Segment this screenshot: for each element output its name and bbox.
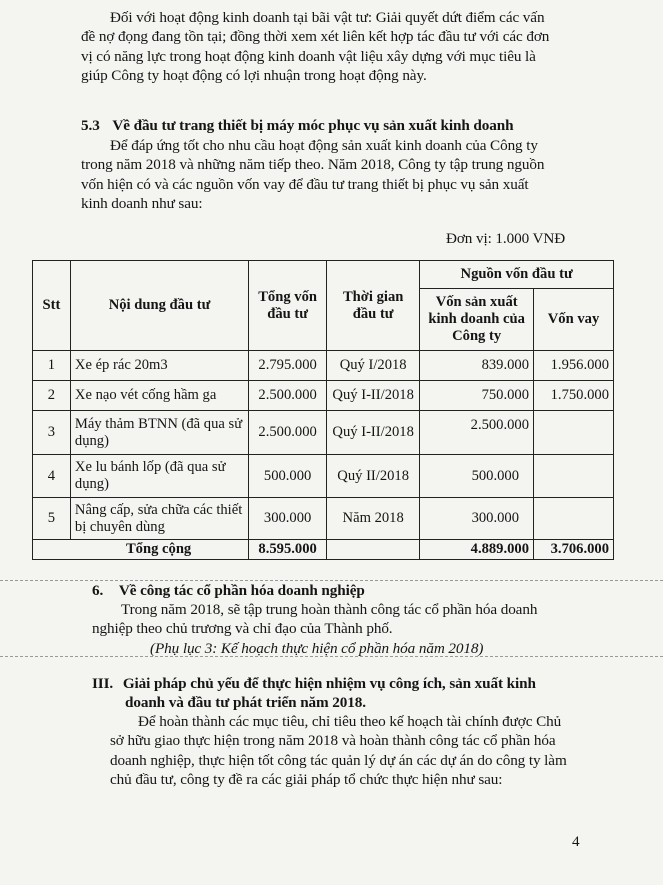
cell-stt: 4 — [33, 455, 71, 498]
text-line: vị có năng lực trong hoạt động kinh doanh vật liệu xây dựng với mục tiêu là — [81, 47, 536, 65]
total-loan: 3.706.000 — [534, 540, 614, 560]
cell-own: 300.000 — [420, 498, 534, 540]
text-line: nghiệp theo chủ trương và chỉ đạo của Thành phố. — [92, 620, 393, 638]
investment-table — [32, 260, 614, 560]
section-III-heading — [92, 674, 536, 713]
cell-content: Xe ép rác 20m3 — [70, 351, 248, 381]
cell-time: Quý I-II/2018 — [327, 381, 420, 411]
header-time: Thời gian đầu tư — [327, 261, 420, 351]
cell-content: Máy thảm BTNN (đã qua sử dụng) — [70, 411, 248, 455]
cell-content: Nâng cấp, sửa chữa các thiết bị chuyên dùng — [70, 498, 248, 540]
text-line: kinh doanh như sau: — [81, 195, 203, 213]
section-6-heading — [92, 581, 365, 600]
heading-line: doanh và đầu tư phát triển năm 2018. — [125, 694, 366, 712]
total-own: 4.889.000 — [420, 540, 534, 560]
header-stt: Stt — [33, 261, 71, 351]
cell-content: Xe nạo vét cống hầm ga — [70, 381, 248, 411]
cell-time: Năm 2018 — [327, 498, 420, 540]
cell-time: Quý I-II/2018 — [327, 411, 420, 455]
table-row — [33, 351, 614, 381]
text-line: Để đáp ứng tốt cho nhu cầu hoạt động sản xuất kinh doanh của Công ty — [110, 137, 538, 154]
cell-total: 2.500.000 — [249, 381, 327, 411]
total-amount: 8.595.000 — [249, 540, 327, 560]
text-line: trong năm 2018 và những năm tiếp theo. Năm 2018, Công ty tập trung nguồn — [81, 156, 545, 174]
text-line: giúp Công ty hoạt động có lợi nhuận trong hoạt động này. — [81, 67, 427, 85]
cell-loan — [534, 455, 614, 498]
table-row — [33, 381, 614, 411]
unit-label: Đơn vị: 1.000 VNĐ — [446, 230, 566, 247]
header-content: Nội dung đầu tư — [70, 261, 248, 351]
table-row — [33, 411, 614, 455]
cell-stt: 1 — [33, 351, 71, 381]
cell-total: 500.000 — [249, 455, 327, 498]
section-number: III. — [92, 675, 114, 692]
cell-loan — [534, 498, 614, 540]
appendix-note: (Phụ lục 3: Kế hoạch thực hiện cổ phần hóa năm 2018) — [150, 640, 484, 657]
section-6-body — [92, 600, 537, 639]
cell-total: 2.795.000 — [249, 351, 327, 381]
section-number: 6. — [92, 582, 104, 599]
cell-stt: 3 — [33, 411, 71, 455]
cell-loan: 1.956.000 — [534, 351, 614, 381]
header-loan: Vốn vay — [534, 289, 614, 351]
total-time-empty — [327, 540, 420, 560]
header-own-capital: Vốn sản xuất kinh doanh của Công ty — [420, 289, 534, 351]
page-number: 4 — [572, 833, 580, 850]
text-line: vốn hiện có và các nguồn vốn vay để đầu tư trang thiết bị phục vụ sản xuất — [81, 175, 529, 193]
cell-time: Quý I/2018 — [327, 351, 420, 381]
cell-own: 839.000 — [420, 351, 534, 381]
cell-stt: 5 — [33, 498, 71, 540]
text-line: Đối với hoạt động kinh doanh tại bãi vật tư: Giải quyết dứt điểm các vấn — [110, 9, 545, 26]
total-row — [33, 540, 614, 560]
header-source: Nguồn vốn đầu tư — [420, 261, 614, 289]
cell-own: 2.500.000 — [420, 411, 534, 455]
total-label: Tổng cộng — [33, 540, 249, 560]
section-5-3-body — [81, 136, 544, 214]
section-III-body — [110, 712, 567, 790]
table-row — [33, 498, 614, 540]
cell-loan: 1.750.000 — [534, 381, 614, 411]
cell-time: Quý II/2018 — [327, 455, 420, 498]
cell-own: 500.000 — [420, 455, 534, 498]
text-line: đề nợ đọng đang tồn tại; đồng thời xem xét liên kết hợp tác đầu tư với các đơn — [81, 28, 550, 46]
cell-content: Xe lu bánh lốp (đã qua sử dụng) — [70, 455, 248, 498]
cell-total: 300.000 — [249, 498, 327, 540]
section-5-3-heading — [81, 116, 513, 135]
section-title: Về công tác cổ phần hóa doanh nghiệp — [118, 582, 365, 599]
cell-own: 750.000 — [420, 381, 534, 411]
intro-paragraph — [81, 8, 549, 86]
text-line: Trong năm 2018, sẽ tập trung hoàn thành công tác cổ phần hóa doanh — [121, 601, 538, 618]
heading-line — [92, 674, 536, 693]
text-line: sở hữu giao thực hiện trong năm 2018 và hoàn thành công tác cổ phần hóa — [110, 732, 556, 750]
header-total: Tổng vốn đầu tư — [249, 261, 327, 351]
cell-loan — [534, 411, 614, 455]
section-title: Về đầu tư trang thiết bị máy móc phục vụ sản xuất kinh doanh — [112, 117, 514, 134]
section-number: 5.3 — [81, 117, 100, 134]
text-line: chủ đầu tư, công ty đề ra các giải pháp tổ chức thực hiện như sau: — [110, 771, 503, 789]
table-row — [33, 455, 614, 498]
section-title: Giải pháp chủ yếu để thực hiện nhiệm vụ công ích, sản xuất kinh — [122, 675, 536, 692]
cell-total: 2.500.000 — [249, 411, 327, 455]
cell-stt: 2 — [33, 381, 71, 411]
text-line: doanh nghiệp, thực hiện tốt công tác quản lý dự án các dự án do công ty làm — [110, 751, 567, 769]
text-line: Để hoàn thành các mục tiêu, chỉ tiêu theo kế hoạch tài chính được Chủ — [138, 713, 562, 730]
